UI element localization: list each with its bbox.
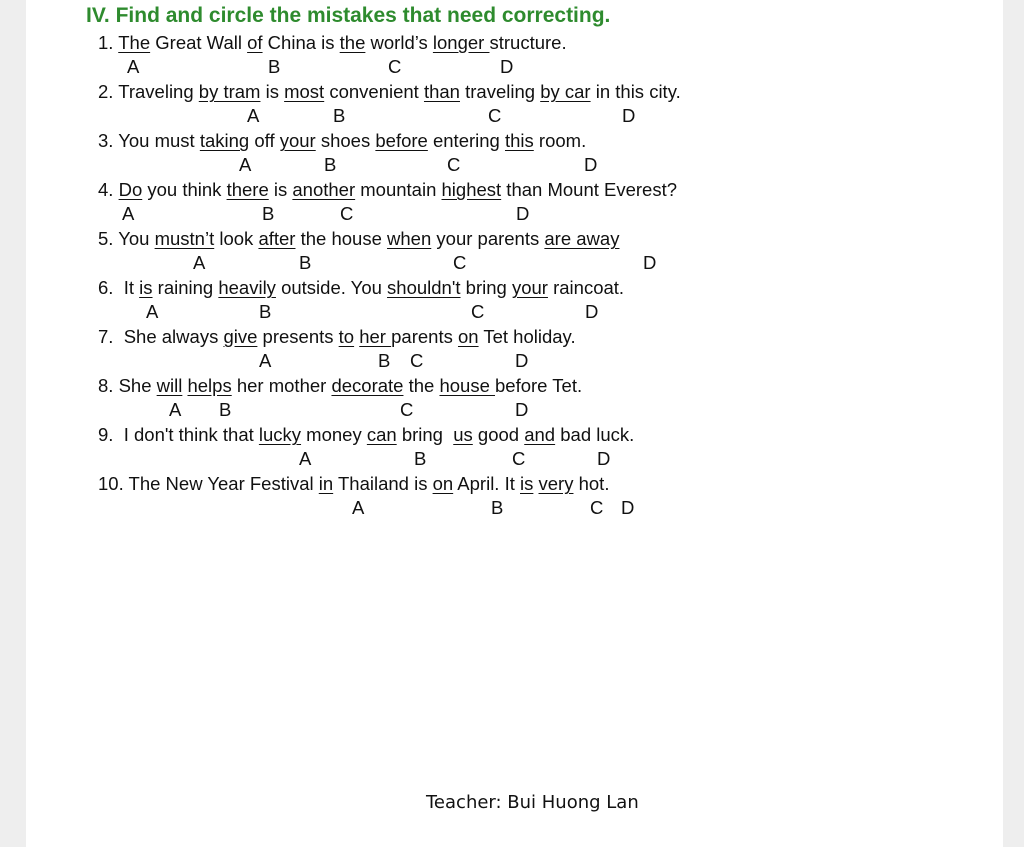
sentence-fragment: 2. Traveling: [98, 81, 199, 102]
option-letter-a: A: [352, 497, 365, 518]
underlined-option[interactable]: very: [538, 473, 574, 494]
underlined-option[interactable]: highest: [441, 179, 502, 200]
question-text: [98, 326, 576, 348]
option-letter-a: A: [122, 203, 135, 224]
sentence-fragment: 7. She always: [98, 326, 224, 347]
underlined-option[interactable]: there: [226, 179, 269, 200]
teacher-signature: Teacher: Bui Huong Lan: [426, 792, 639, 813]
sentence-fragment: 10. The New Year Festival: [98, 473, 319, 494]
question-7: [0, 326, 1024, 375]
option-letter-c: C: [388, 56, 402, 77]
sentence-fragment: off: [249, 130, 280, 151]
question-text: [98, 179, 677, 201]
question-text: [98, 228, 619, 250]
underlined-option[interactable]: another: [292, 179, 356, 200]
underlined-option[interactable]: heavily: [218, 277, 276, 298]
sentence-fragment: raincoat.: [547, 277, 625, 298]
option-letter-a: A: [146, 301, 159, 322]
question-9: [0, 424, 1024, 473]
option-letter-c: C: [400, 399, 414, 420]
option-letter-d: D: [500, 56, 514, 77]
sentence-fragment: in this city.: [590, 81, 681, 102]
sentence-fragment: 4.: [98, 179, 119, 200]
question-8: [0, 375, 1024, 424]
option-letter-c: C: [512, 448, 526, 469]
underlined-option[interactable]: to: [338, 326, 355, 347]
underlined-option[interactable]: mustn’t: [154, 228, 215, 249]
question-4: [0, 179, 1024, 228]
underlined-option[interactable]: decorate: [331, 375, 404, 396]
option-letter-a: A: [127, 56, 140, 77]
sentence-fragment: Thailand is: [333, 473, 433, 494]
underlined-option[interactable]: lucky: [258, 424, 302, 445]
underlined-option[interactable]: can: [366, 424, 397, 445]
underlined-option[interactable]: helps: [187, 375, 232, 396]
exercise-heading: IV. Find and circle the mistakes that need correcting.: [86, 4, 611, 27]
underlined-option[interactable]: by car: [540, 81, 591, 102]
underlined-option[interactable]: than: [423, 81, 460, 102]
underlined-option[interactable]: on: [432, 473, 454, 494]
sentence-fragment: 6. It: [98, 277, 140, 298]
sentence-fragment: world’s: [365, 32, 433, 53]
underlined-option[interactable]: your: [511, 277, 548, 298]
underlined-option[interactable]: when: [387, 228, 432, 249]
option-letter-d: D: [622, 105, 636, 126]
question-6: [0, 277, 1024, 326]
sentence-fragment: the house: [295, 228, 388, 249]
sentence-fragment: Great Wall: [150, 32, 248, 53]
sentence-fragment: than Mount Everest?: [501, 179, 678, 200]
option-letter-b: B: [491, 497, 504, 518]
underlined-option[interactable]: shouldn't: [387, 277, 461, 298]
option-letter-b: B: [324, 154, 337, 175]
sentence-fragment: the: [403, 375, 440, 396]
underlined-option[interactable]: Do: [118, 179, 143, 200]
sentence-fragment: her mother: [231, 375, 332, 396]
sentence-fragment: entering: [427, 130, 505, 151]
option-letter-a: A: [193, 252, 206, 273]
sentence-fragment: shoes: [315, 130, 376, 151]
question-text: [98, 277, 624, 299]
sentence-fragment: bad luck.: [555, 424, 635, 445]
option-letter-a: A: [259, 350, 272, 371]
option-letter-c: C: [471, 301, 485, 322]
underlined-option[interactable]: this: [504, 130, 534, 151]
option-letter-d: D: [597, 448, 611, 469]
sentence-fragment: Tet holiday.: [478, 326, 576, 347]
sentence-fragment: China is: [262, 32, 340, 53]
option-letter-c: C: [590, 497, 604, 518]
option-letter-c: C: [453, 252, 467, 273]
question-text: [98, 473, 609, 495]
sentence-fragment: 9. I don't think that: [98, 424, 259, 445]
sentence-fragment: money: [301, 424, 367, 445]
sentence-fragment: structure.: [489, 32, 567, 53]
question-text: [98, 32, 567, 54]
underlined-option[interactable]: in: [318, 473, 334, 494]
option-letter-d: D: [515, 399, 529, 420]
underlined-option[interactable]: after: [258, 228, 296, 249]
sentence-fragment: 1.: [98, 32, 119, 53]
sentence-fragment: hot.: [573, 473, 610, 494]
sentence-fragment: your parents: [431, 228, 545, 249]
sentence-fragment: presents: [257, 326, 339, 347]
underlined-option[interactable]: is: [139, 277, 153, 298]
sentence-fragment: you think: [142, 179, 227, 200]
sentence-fragment: April. It: [453, 473, 520, 494]
option-letter-a: A: [247, 105, 260, 126]
underlined-option[interactable]: before: [375, 130, 428, 151]
question-3: [0, 130, 1024, 179]
sentence-fragment: raining: [152, 277, 219, 298]
sentence-fragment: mountain: [355, 179, 442, 200]
underlined-option[interactable]: the: [339, 32, 366, 53]
sentence-fragment: 5. You: [98, 228, 155, 249]
sentence-fragment: room.: [533, 130, 587, 151]
option-letter-d: D: [643, 252, 657, 273]
underlined-option[interactable]: taking: [199, 130, 250, 151]
underlined-option[interactable]: us: [453, 424, 473, 445]
underlined-option[interactable]: of: [247, 32, 263, 53]
question-text: [98, 375, 582, 397]
question-10: [0, 473, 1024, 522]
underlined-option[interactable]: and: [524, 424, 556, 445]
option-letter-d: D: [516, 203, 530, 224]
option-letter-b: B: [259, 301, 272, 322]
option-letter-c: C: [488, 105, 502, 126]
sentence-fragment: convenient: [324, 81, 424, 102]
underlined-option[interactable]: her: [359, 326, 392, 347]
sentence-fragment: good: [472, 424, 525, 445]
option-letter-b: B: [219, 399, 232, 420]
option-letter-b: B: [262, 203, 275, 224]
option-letter-d: D: [584, 154, 598, 175]
underlined-option[interactable]: is: [520, 473, 534, 494]
question-5: [0, 228, 1024, 277]
option-letter-a: A: [169, 399, 182, 420]
sentence-fragment: look: [214, 228, 259, 249]
option-letter-c: C: [410, 350, 424, 371]
underlined-option[interactable]: your: [279, 130, 316, 151]
sentence-fragment: is: [268, 179, 293, 200]
sentence-fragment: before Tet.: [495, 375, 583, 396]
sentence-fragment: bring: [396, 424, 454, 445]
underlined-option[interactable]: house: [439, 375, 496, 396]
option-letter-a: A: [239, 154, 252, 175]
option-letter-b: B: [378, 350, 391, 371]
underlined-option[interactable]: will: [156, 375, 183, 396]
underlined-option[interactable]: are away: [544, 228, 620, 249]
question-1: [0, 32, 1024, 81]
sentence-fragment: 8. She: [98, 375, 157, 396]
underlined-option[interactable]: The: [118, 32, 151, 53]
option-letter-b: B: [333, 105, 346, 126]
underlined-option[interactable]: on: [457, 326, 479, 347]
option-letter-c: C: [447, 154, 461, 175]
sentence-fragment: is: [260, 81, 285, 102]
option-letter-b: B: [268, 56, 281, 77]
underlined-option[interactable]: longer: [432, 32, 490, 53]
sentence-fragment: parents: [391, 326, 458, 347]
option-letter-d: D: [621, 497, 635, 518]
option-letter-b: B: [414, 448, 427, 469]
option-letter-a: A: [299, 448, 312, 469]
sentence-fragment: bring: [460, 277, 512, 298]
option-letter-c: C: [340, 203, 354, 224]
sentence-fragment: traveling: [459, 81, 541, 102]
underlined-option[interactable]: give: [223, 326, 258, 347]
question-2: [0, 81, 1024, 130]
underlined-option[interactable]: by tram: [198, 81, 261, 102]
option-letter-b: B: [299, 252, 312, 273]
option-letter-d: D: [585, 301, 599, 322]
sentence-fragment: outside. You: [275, 277, 388, 298]
question-text: [98, 81, 681, 103]
option-letter-d: D: [515, 350, 529, 371]
underlined-option[interactable]: most: [284, 81, 325, 102]
sentence-fragment: 3. You must: [98, 130, 200, 151]
question-text: [98, 424, 634, 446]
question-text: [98, 130, 586, 152]
